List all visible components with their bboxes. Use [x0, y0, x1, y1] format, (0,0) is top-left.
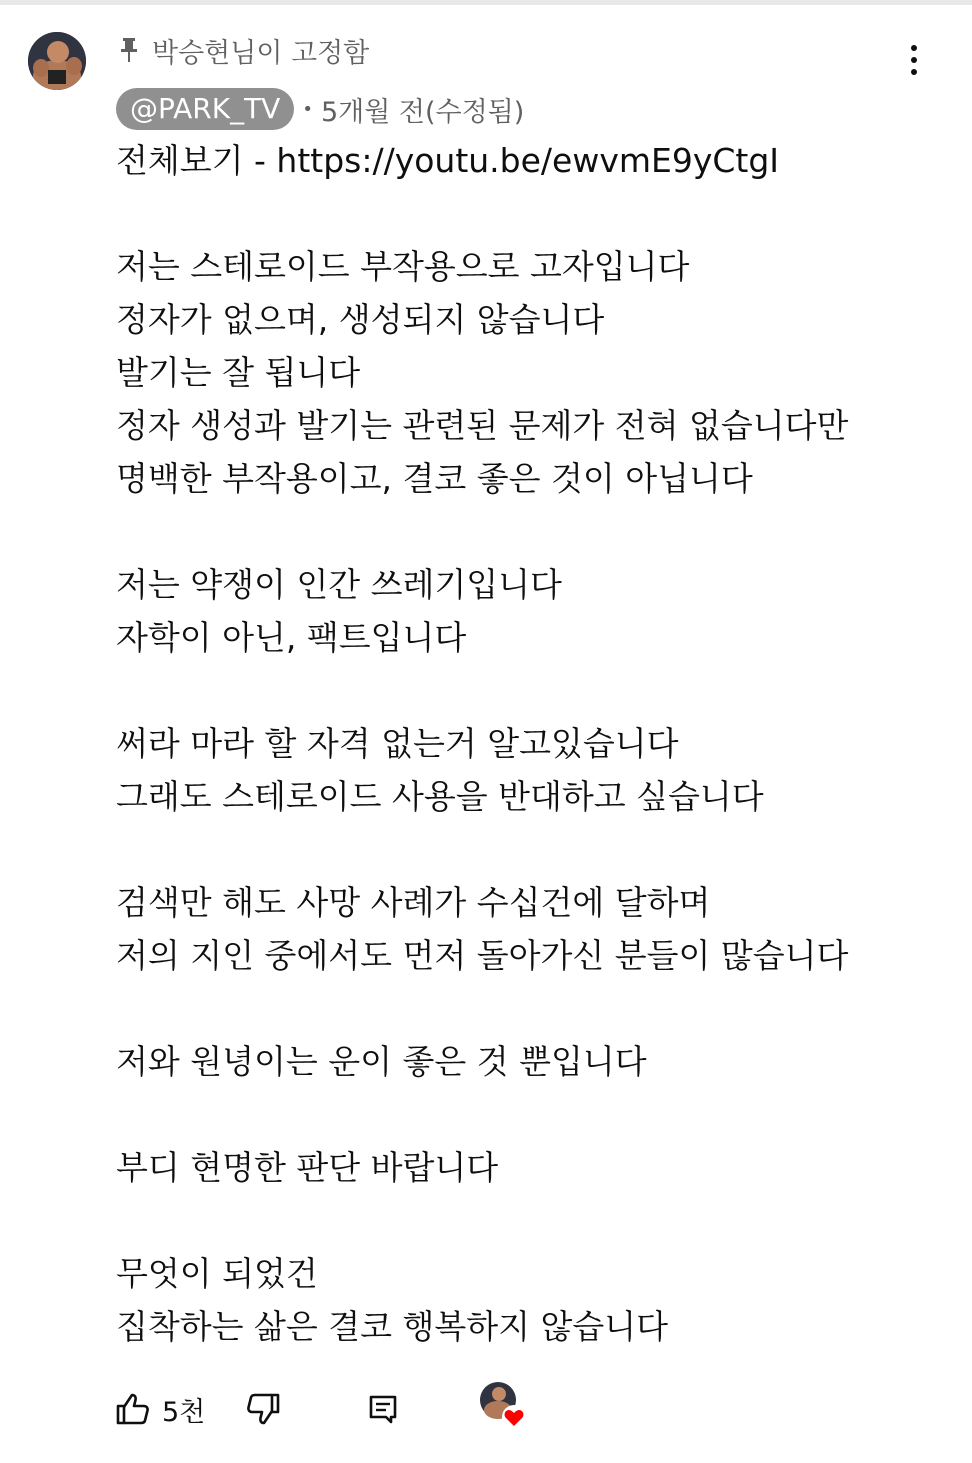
comment-text: [116, 134, 936, 1353]
blank-line: [116, 187, 936, 240]
comment-timestamp: 5개월 전(수정됨): [320, 96, 525, 128]
author-handle-badge[interactable]: @PARK_TV: [116, 88, 294, 130]
reply-button[interactable]: [366, 1384, 400, 1434]
comment-line: 저와 원녕이는 운이 좋은 것 뿐입니다: [116, 1042, 647, 1081]
comment-line: 정자 생성과 발기는 관련된 문제가 전혀 없습니다만: [116, 406, 849, 445]
author-avatar[interactable]: [28, 32, 86, 90]
link-prefix: 전체보기 -: [116, 141, 277, 180]
blank-line: [116, 1088, 936, 1141]
comment-line: 부디 현명한 판단 바랍니다: [116, 1148, 499, 1187]
creator-heart-badge: [478, 1380, 530, 1432]
comment-line: 저는 약쟁이 인간 쓰레기입니다: [116, 565, 562, 604]
more-vert-icon-dot: [911, 69, 917, 75]
comment-line: 써라 마라 할 자격 없는거 알고있습니다: [116, 724, 679, 763]
comment-line-link: [116, 134, 936, 187]
comment-line: 검색만 해도 사망 사례가 수십건에 달하며: [116, 883, 711, 922]
more-options-button[interactable]: [896, 38, 932, 82]
more-vert-icon: [911, 45, 917, 51]
video-link[interactable]: https://youtu.be/ewvmE9yCtgI: [276, 141, 780, 180]
blank-line: [116, 982, 936, 1035]
more-vert-icon-dot: [911, 57, 917, 63]
comment-line: 무엇이 되었건: [116, 1254, 318, 1293]
avatar-image: [28, 32, 86, 90]
pinned-label: 박승현님이 고정함: [152, 37, 370, 69]
thumbs-down-icon: [244, 1389, 284, 1429]
comment-line: 자학이 아닌, 팩트입니다: [116, 618, 467, 657]
like-count: 5천: [162, 1396, 206, 1428]
comment-line: 저는 스테로이드 부작용으로 고자입니다: [116, 247, 690, 286]
heart-icon: [478, 1380, 530, 1432]
comment-line: 저의 지인 중에서도 먼저 돌아가신 분들이 많습니다: [116, 936, 849, 975]
dislike-button[interactable]: [244, 1384, 284, 1434]
meta-separator: •: [302, 98, 313, 120]
pinned-indicator: [118, 30, 369, 70]
comment-meta: [116, 87, 524, 131]
comment-line: 명백한 부작용이고, 결코 좋은 것이 아닙니다: [116, 459, 753, 498]
thumbs-up-icon: [112, 1389, 152, 1429]
comment-line: 정자가 없으며, 생성되지 않습니다: [116, 300, 605, 339]
like-button[interactable]: [112, 1384, 205, 1434]
comment-line: 그래도 스테로이드 사용을 반대하고 싶습니다: [116, 777, 764, 816]
comment-line: 발기는 잘 됩니다: [116, 353, 361, 392]
top-divider: [0, 0, 972, 5]
blank-line: [116, 664, 936, 717]
comment-actions: [112, 1384, 552, 1434]
comment-reply-icon: [366, 1392, 400, 1426]
comment-line: 집착하는 삶은 결코 행복하지 않습니다: [116, 1307, 669, 1346]
blank-line: [116, 823, 936, 876]
blank-line: [116, 505, 936, 558]
blank-line: [116, 1194, 936, 1247]
pin-icon: [118, 36, 140, 64]
